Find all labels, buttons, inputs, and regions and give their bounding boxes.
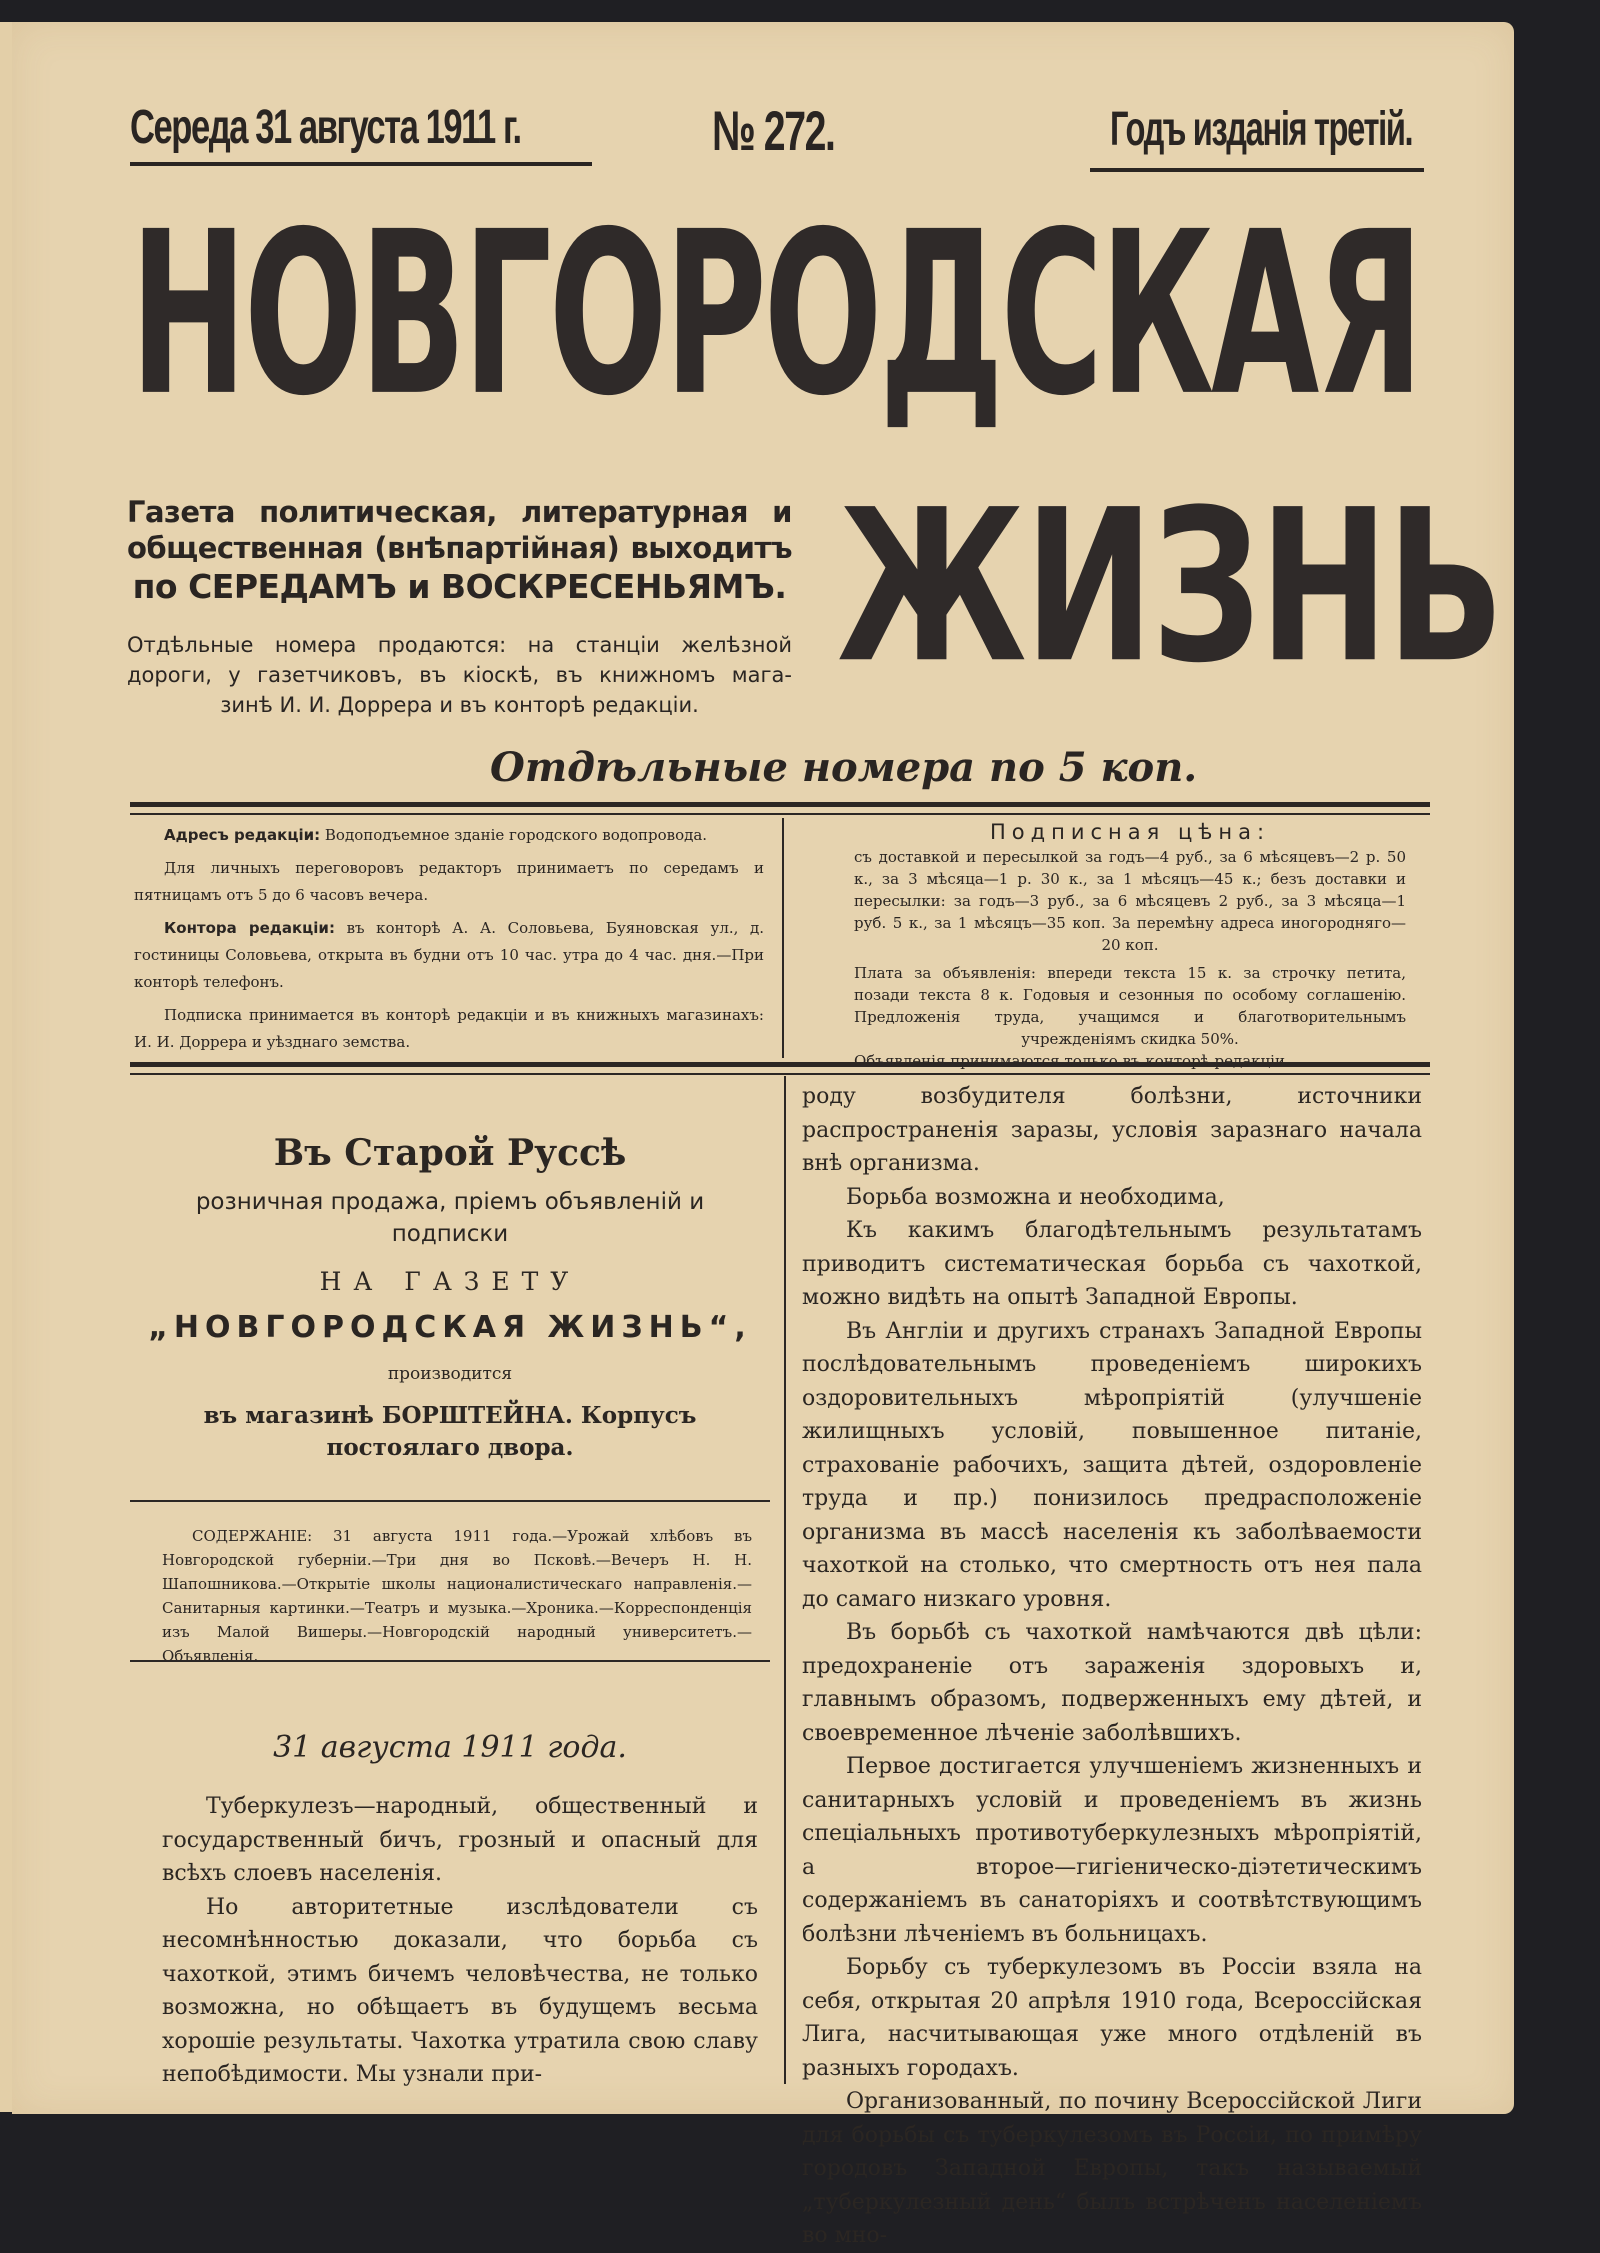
contents-text: СОДЕРЖАНІЕ: 31 августа 1911 года.—Урожай хлѣбовъ въ Новгородской губерніи.—Три дня во Псковѣ.—Вечеръ Н. Н. Шапошникова.—Открытіе школы националистическаго направленія.—Санитарныя картинки.—Театръ и музыка.—Хроника.—Корреспонденція изъ Малой Вишеры.—Новгородскій народный университетъ.—Объявленія. [162, 1527, 752, 1665]
article-paragraph: Организованный, по почину Всероссійской Лиги для борьбы съ туберкулезомъ въ Россіи, по примѣру городовъ Западной Европы, такъ называемый „туберкулезный день“ былъ встрѣченъ населеніемъ во мно- [802, 2089, 1422, 2248]
contents-summary [162, 1524, 752, 1668]
notice-line2: НА ГАЗЕТУ [319, 1267, 581, 1296]
publication-year-block [1110, 102, 1554, 162]
column-divider [784, 1076, 786, 2084]
issue-date-block [130, 100, 520, 160]
notice-line4: производится [387, 1364, 513, 1384]
notice-heading: Въ Старой Руссѣ [273, 1132, 627, 1174]
notice-newspaper-name: „НОВГОРОДСКАЯ ЖИЗНЬ“, [148, 1310, 752, 1345]
section-divider [130, 1062, 1430, 1075]
notice-divider [130, 1500, 770, 1502]
masthead-title-line1: НОВГОРОДСКАЯ [130, 183, 1421, 445]
sales-note-line3: зинѣ И. И. Доррера и въ конторѣ редакціи. [220, 693, 699, 717]
newspaper-page [12, 22, 1514, 2248]
article-paragraph: Въ борьбѣ съ чахоткой намѣчаются двѣ цѣли: предохраненіе отъ зараженія здоровыхъ и, главнымъ образомъ, подверженныхъ ему дѣтей, и своевременное лѣченіе заболѣвшихъ. [802, 1620, 1422, 1746]
article-paragraph: Туберкулезъ—народный, общественный и государственный бичъ, грозный и опасный для всѣхъ слоевъ населенія. [162, 1794, 758, 1886]
issue-number: № 272. [712, 99, 835, 162]
notice-line5: въ магазинѣ БОРШТЕЙНА. Корпусъ постоялаго двора. [203, 1402, 697, 1461]
sales-note [127, 630, 792, 720]
sales-note-line1: Отдѣльные номера продаются: на станціи желѣзной [127, 633, 792, 657]
article-left-column [162, 1790, 758, 2092]
editorial-info [134, 822, 764, 1062]
single-issue-price: Отдѣльные номера по 5 коп. [490, 744, 1198, 791]
newspaper-description [127, 494, 792, 608]
address-text: Водоподъемное зданіе городского водопровода. [324, 826, 708, 844]
notice-line1: розничная продажа, пріемъ объявленій и подписки [195, 1189, 705, 1247]
contents-divider [130, 1660, 770, 1662]
sales-note-line2: дороги, у газетчиковъ, въ кіоскѣ, въ книжномъ мага- [127, 663, 792, 687]
address-label: Адресъ редакціи: [164, 826, 321, 844]
issue-number-block [712, 98, 887, 168]
subscription-heading: Подписная цѣна: [989, 820, 1271, 844]
meetings-text: Для личныхъ переговоровъ редакторъ принимаетъ по середамъ и пятницамъ отъ 5 до 6 часовъ вечера. [134, 859, 764, 904]
subscription-prices [854, 818, 1406, 1072]
subscription-prices-text: съ доставкой и пересылкой за годъ—4 руб., за 6 мѣсяцевъ—2 р. 50 к., за 3 мѣсяца—1 р. 30 к., за 1 мѣсяцъ—45 к.; безъ доставки и пересылки: за годъ—3 руб., за 6 мѣсяцевъ 2 руб., за 3 мѣсяца—1 руб. 5 к., за 1 мѣсяцъ—35 коп. За перемѣну адреса иногородняго—20 коп. [854, 848, 1406, 954]
description-line2: общественная (внѣпартійная) выходитъ [127, 531, 792, 565]
office-label: Контора редакціи: [164, 919, 335, 937]
description-line1: Газета политическая, литературная и [127, 495, 792, 529]
publication-year: Годъ изданія третій. [1110, 103, 1413, 156]
ads-prices-text: Плата за объявленія: впереди текста 15 к. за строчку петита, позади текста 8 к. Годовыя и сезонныя по особому соглашенію. Предложенія труда, учащимся и благотворительнымъ учрежденіямъ скидка 50%. [854, 964, 1406, 1048]
header-divider [130, 802, 1430, 815]
description-line3: по СЕРЕДАМЪ и ВОСКРЕСЕНЬЯМЪ. [132, 567, 787, 606]
masthead-title-line2: ЖИЗНЬ [837, 464, 1503, 709]
article-right-column [802, 1080, 1422, 2253]
article-paragraph: Но авторитетные изслѣдователи съ несомнѣнностью доказали, что борьба съ чахоткой, этимъ бичемъ человѣчества, не только возможна, но обѣщаетъ въ будущемъ весьма хорошіе результаты. Чахотка утратила свою славу непобѣдимости. Мы узнали при- [162, 1894, 758, 2087]
info-column-divider [782, 818, 784, 1058]
year-underline [1090, 168, 1424, 172]
office-text: въ конторѣ А. А. Соловьева, Буяновская ул., д. гостиницы Соловьева, открыта въ будни отъ 10 час. утра до 4 час. дня.—При конторѣ телефонъ. [134, 919, 764, 991]
date-underline [130, 162, 592, 166]
staraya-russa-notice [130, 1128, 770, 1464]
article-paragraph: Къ какимъ благодѣтельнымъ результатамъ приводитъ систематическая борьба съ чахоткой, можно видѣть на опытѣ Западной Европы. [802, 1218, 1422, 1310]
issue-date: Середа 31 августа 1911 г. [130, 101, 521, 154]
article-paragraph: Борьба возможна и необходима, [846, 1184, 1225, 1210]
article-paragraph: Борьбу съ туберкулезомъ въ Россіи взяла на себя, открытая 20 апрѣля 1910 года, Всероссійская Лига, насчитывающая уже много отдѣленій въ разныхъ городахъ. [802, 1955, 1422, 2081]
subscription-text: Подписка принимается въ конторѣ редакціи и въ книжныхъ магазинахъ: И. И. Доррера и уѣзднаго земства. [134, 1006, 764, 1051]
article-continuation: роду возбудителя болѣзни, источники распространенія заразы, условія заразнаго начала внѣ организма. [802, 1084, 1422, 1176]
article-paragraph: Въ Англіи и другихъ странахъ Западной Европы послѣдовательнымъ проведеніемъ широкихъ оздоровительныхъ мѣропріятій (улучшеніе жилищныхъ условій, повышенное питаніе, страхованіе рабочихъ, защита дѣтей, оздоровленіе труда и пр.) понизилось предрасположеніе организма въ массѣ населенія къ заболѣваемости чахоткой на столько, что смертность отъ нея пала до самаго низкаго уровня. [802, 1318, 1422, 1612]
article-paragraph: Первое достигается улучшеніемъ жизненныхъ и санитарныхъ условій и проведеніемъ въ жизнь спеціальныхъ противотуберкулезныхъ мѣропріятій, а второе—гигіеническо-діэтетическимъ содержаніемъ въ санаторіяхъ и соотвѣтствующимъ болѣзни лѣченіемъ въ больницахъ. [802, 1754, 1422, 1947]
ads-note: Объявленія принимаются только въ конторѣ редакціи. [854, 1052, 1290, 1070]
article-title: 31 августа 1911 года. [273, 1730, 627, 1765]
